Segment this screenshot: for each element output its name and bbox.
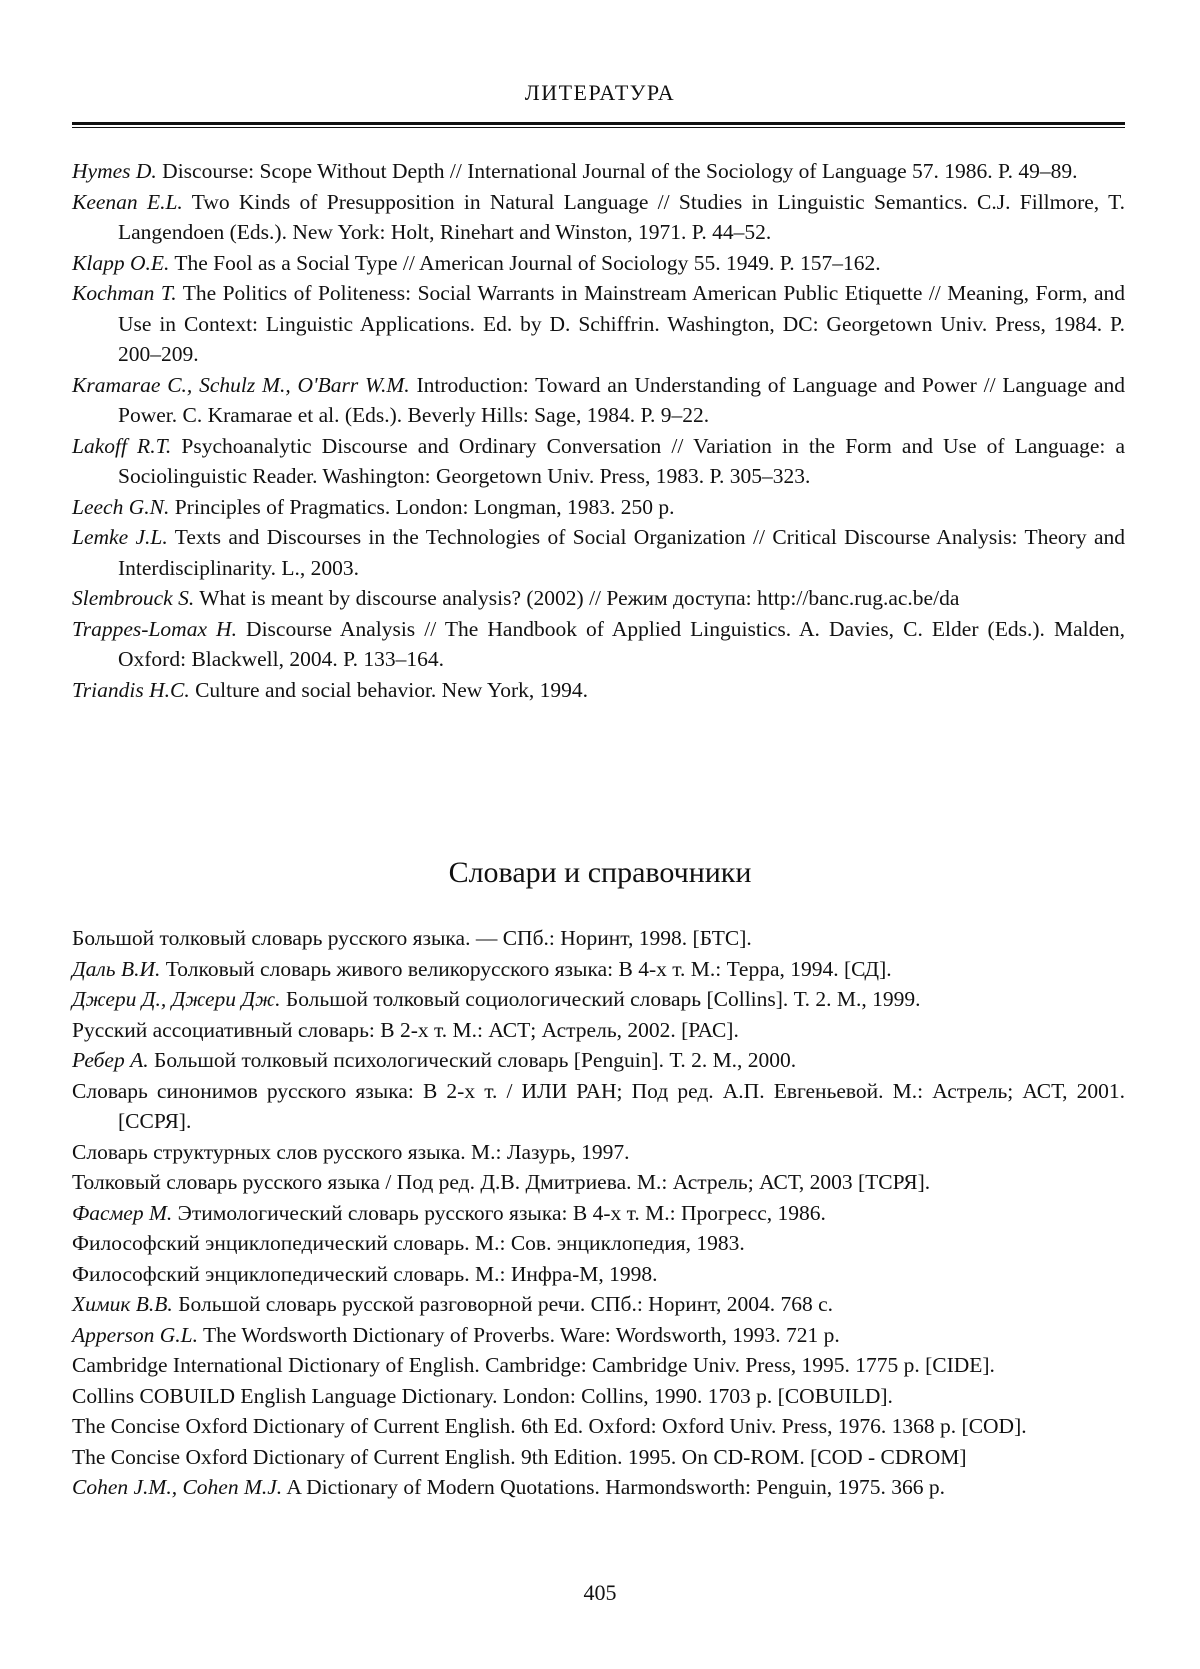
entry-text: Texts and Discourses in the Technologies of Social Organization // Critical Discourse Analysis: Theory and Interdisciplinarity. L., 2003. — [118, 525, 1125, 580]
entry-text: Discourse: Scope Without Depth // International Journal of the Sociology of Language 57. 1986. P. 49–89. — [156, 159, 1078, 183]
running-head: ЛИТЕРАТУРА — [524, 80, 676, 105]
references-list — [72, 156, 1125, 705]
header-rule-thick — [72, 122, 1125, 125]
bibliography-entry — [72, 614, 1125, 675]
entry-text: What is meant by discourse analysis? (2002) // Режим доступа: http://banc.rug.ac.be/da — [194, 586, 960, 610]
bibliography-entry — [72, 278, 1125, 370]
bibliography-entry — [72, 1076, 1125, 1137]
entry-text: A Dictionary of Modern Quotations. Harmondsworth: Penguin, 1975. 366 p. — [282, 1475, 946, 1499]
entry-author: Leech G.N. — [72, 494, 170, 519]
page-number: 405 — [583, 1580, 617, 1605]
bibliography-entry — [72, 187, 1125, 248]
entry-text: The Fool as a Social Type // American Journal of Sociology 55. 1949. P. 157–162. — [169, 250, 881, 275]
entry-author: Slembrouck S. — [72, 586, 195, 610]
bibliography-entry — [72, 431, 1125, 492]
entry-text: Словарь структурных слов русского языка. М.: Лазурь, 1997. — [72, 1139, 630, 1164]
bibliography-entry — [72, 1167, 1125, 1198]
entry-author: Ребер А. — [72, 1048, 149, 1072]
bibliography-entry — [72, 1259, 1125, 1290]
entry-text: The Wordsworth Dictionary of Proverbs. Ware: Wordsworth, 1993. 721 p. — [198, 1322, 840, 1347]
entry-text: Большой словарь русской разговорной речи. СПб.: Норинт, 2004. 768 с. — [172, 1292, 834, 1316]
bibliography-entry — [72, 675, 1125, 706]
entry-text: Большой толковый социологический словарь [Collins]. Т. 2. М., 1999. — [280, 987, 921, 1011]
entry-text: The Concise Oxford Dictionary of Current English. 6th Ed. Oxford: Oxford Univ. Press, 1976. 1368 p. [COD]. — [72, 1414, 1027, 1438]
entry-author: Lakoff R.T. — [72, 433, 172, 458]
entry-author: Даль В.И. — [72, 956, 161, 981]
entry-text: The Politics of Politeness: Social Warrants in Mainstream American Public Etiquette // Meaning, Form, and Use in Context: Linguistic Applications. Ed. by D. Schiffrin. Washington, DC: Georgetown Univ. Press, 1984. P. 200–209. — [118, 281, 1125, 366]
entry-text: Two Kinds of Presupposition in Natural Language // Studies in Linguistic Semantics. C.J. Fillmore, T. Langendoen (Eds.). New York: Holt, Rinehart and Winston, 1971. P. 44–52. — [118, 189, 1125, 244]
bibliography-entry — [72, 1442, 1125, 1473]
entry-author: Химик В.В. — [72, 1292, 173, 1316]
entry-author: Kramarae C., Schulz M., O'Barr W.M. — [72, 372, 410, 397]
bibliography-entry — [72, 156, 1125, 187]
entry-text: Psychoanalytic Discourse and Ordinary Conversation // Variation in the Form and Use of Language: a Sociolinguistic Reader. Washington: Georgetown Univ. Press, 1983. P. 305–323. — [118, 433, 1125, 488]
bibliography-entry — [72, 370, 1125, 431]
bibliography-entry — [72, 1289, 1125, 1320]
entry-author: Cohen J.M., Cohen M.J. — [72, 1475, 283, 1499]
bibliography-entry — [72, 583, 1125, 614]
entry-text: Толковый словарь русского языка / Под ред. Д.В. Дмитриева. М.: Астрель; АСТ, 2003 [ТСРЯ]. — [72, 1170, 931, 1194]
entry-author: Lemke J.L. — [72, 525, 168, 549]
entry-text: Русский ассоциативный словарь: В 2-х т. М.: АСТ; Астрель, 2002. [РАС]. — [72, 1017, 739, 1042]
entry-text: Discourse Analysis // The Handbook of Applied Linguistics. A. Davies, C. Elder (Eds.). Malden, Oxford: Blackwell, 2004. P. 133–164. — [118, 616, 1125, 671]
bibliography-entry — [72, 1381, 1125, 1412]
entry-text: Collins COBUILD English Language Dictionary. London: Collins, 1990. 1703 p. [COBUILD]. — [72, 1383, 893, 1408]
bibliography-entry — [72, 1350, 1125, 1381]
entry-author: Hymes D. — [72, 159, 157, 183]
bibliography-entry — [72, 984, 1125, 1015]
entry-text: Introduction: Toward an Understanding of Language and Power // Language and Power. C. Kramarae et al. (Eds.). Beverly Hills: Sage, 1984. P. 9–22. — [118, 372, 1125, 427]
entry-text: Большой толковый словарь русского языка. — СПб.: Норинт, 1998. [БТС]. — [72, 926, 752, 950]
entry-author: Kochman T. — [72, 281, 177, 305]
entry-text: Философский энциклопедический словарь. М.: Сов. энциклопедия, 1983. — [72, 1231, 745, 1255]
entry-author: Triandis H.C. — [72, 677, 190, 702]
entry-text: Философский энциклопедический словарь. М.: Инфра-М, 1998. — [72, 1261, 658, 1286]
entry-text: Principles of Pragmatics. London: Longman, 1983. 250 p. — [169, 494, 675, 519]
entry-text: Толковый словарь живого великорусского языка: В 4-х т. М.: Терра, 1994. [СД]. — [160, 956, 892, 981]
dictionaries-list — [72, 923, 1125, 1503]
bibliography-entry — [72, 1320, 1125, 1351]
bibliography-entry — [72, 1015, 1125, 1046]
entry-author: Apperson G.L. — [72, 1322, 199, 1347]
bibliography-entry — [72, 954, 1125, 985]
bibliography-entry — [72, 1045, 1125, 1076]
bibliography-entry — [72, 1472, 1125, 1503]
bibliography-entry — [72, 248, 1125, 279]
entry-author: Фасмер М. — [72, 1200, 173, 1225]
header-rule-thin — [72, 127, 1125, 128]
entry-text: Culture and social behavior. New York, 1994. — [189, 677, 588, 702]
bibliography-entry — [72, 1198, 1125, 1229]
entry-text: Этимологический словарь русского языка: В 4-х т. М.: Прогресс, 1986. — [172, 1200, 826, 1225]
bibliography-entry — [72, 492, 1125, 523]
bibliography-entry — [72, 522, 1125, 583]
entry-text: Большой толковый психологический словарь [Penguin]. Т. 2. М., 2000. — [148, 1048, 797, 1072]
bibliography-entry — [72, 1411, 1125, 1442]
entry-text: The Concise Oxford Dictionary of Current English. 9th Edition. 1995. On CD-ROM. [COD - CDROM] — [72, 1444, 967, 1469]
bibliography-entry — [72, 923, 1125, 954]
entry-author: Джери Д., Джери Дж. — [72, 987, 281, 1011]
bibliography-entry — [72, 1228, 1125, 1259]
entry-text: Словарь синонимов русского языка: В 2-х т. / ИЛИ РАН; Под ред. А.П. Евгеньевой. М.: Астрель; АСТ, 2001. [ССРЯ]. — [72, 1078, 1125, 1133]
section-title: Словари и справочники — [448, 856, 752, 889]
entry-author: Klapp O.E. — [72, 250, 170, 275]
bibliography-entry — [72, 1137, 1125, 1168]
entry-author: Trappes-Lomax H. — [72, 616, 237, 641]
entry-author: Keenan E.L. — [72, 189, 183, 214]
entry-text: Cambridge International Dictionary of English. Cambridge: Cambridge Univ. Press, 1995. 1775 p. [CIDE]. — [72, 1353, 995, 1377]
